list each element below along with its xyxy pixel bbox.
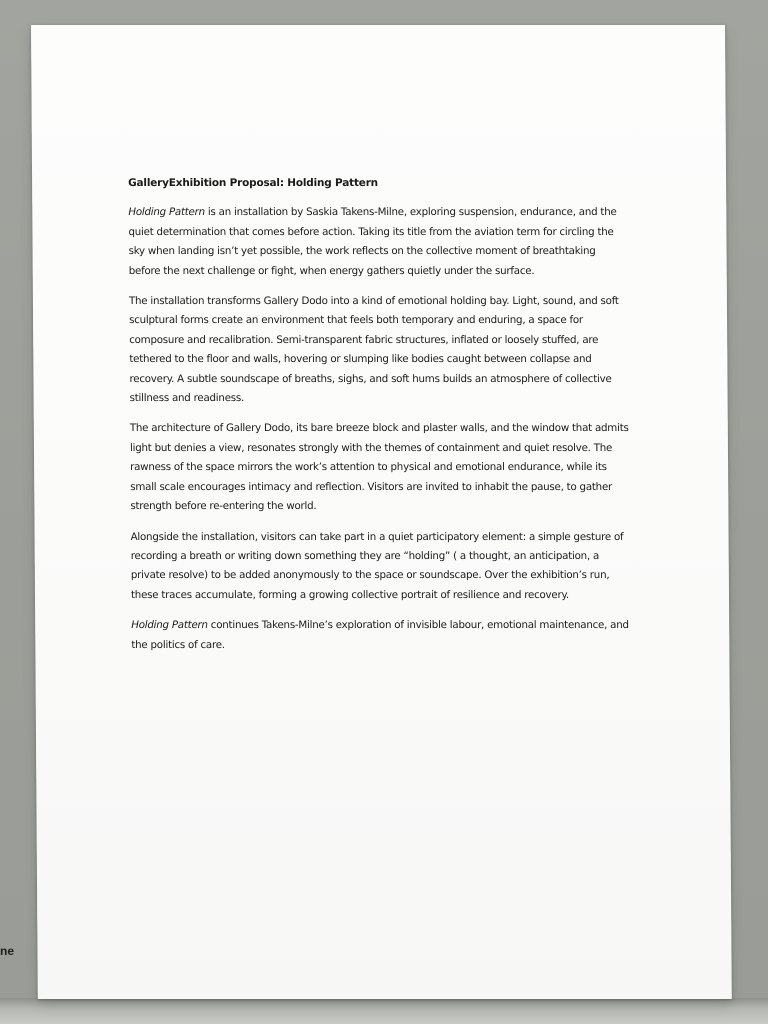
paragraph-text: The architecture of Gallery Dodo, its bare breeze block and plaster walls, and the window that admits light but denies a view, resonates strongly with the themes of containment and quiet resolve. The rawness of the space mirrors the work’s attention to physical and emotional endurance, while its small scale encourages intimacy and reflection. Visitors are invited to inhabit the pause, to gather strength before re-entering the world. (129, 422, 629, 513)
paragraph-text: The installation transforms Gallery Dodo into a kind of emotional holding bay. Light, sound, and soft sculptural forms create an environment that feels both temporary and enduring, a space for composure and recalibration. Semi-transparent fabric structures, inflated or loosely stuffed, are tethered to the floor and walls, hovering or slumping like bodies caught between collapse and recovery. A subtle soundscape of breaths, sighs, and soft hums builds an atmosphere of collective stillness and readiness. (128, 295, 619, 405)
document-body (128, 174, 631, 666)
paragraph-architecture (130, 419, 631, 516)
paragraph-text: Alongside the installation, visitors can take part in a quiet participatory element: a simple gesture of recording a breath or writing down something they are “holding” ( a thought, an anticipation, a private resolve) to be added anonymously to the space or soundscape. Over the exhibition’s run, these traces accumulate, forming a growing collective portrait of resilience and recovery. (130, 530, 624, 601)
paragraph-text: continues Takens-Milne’s exploration of invisible labour, emotional maintenance, and the politics of care. (131, 619, 629, 651)
paragraph-text: is an installation by Saskia Takens-Milne, exploring suspension, endurance, and the quiet determination that comes before action. Taking its title from the aviation term for circling the sky when landing isn’t yet possible, the work reflects on the collective moment of breathtaking before the next challenge or fight, when energy gathers quietly under the surface. (128, 206, 617, 277)
floor (0, 998, 768, 1024)
paragraph-installation (129, 292, 630, 408)
wall-label-fragment: ne (0, 944, 15, 958)
paragraph-intro (128, 203, 629, 281)
work-title-emphasis: Holding Pattern (131, 619, 208, 632)
work-title-emphasis: Holding Pattern (128, 206, 205, 219)
paragraph-participation (131, 528, 632, 606)
paragraph-closing (131, 616, 631, 655)
document-title: GalleryExhibition Proposal: Holding Pattern (128, 177, 378, 189)
paper-sheet (31, 25, 732, 999)
